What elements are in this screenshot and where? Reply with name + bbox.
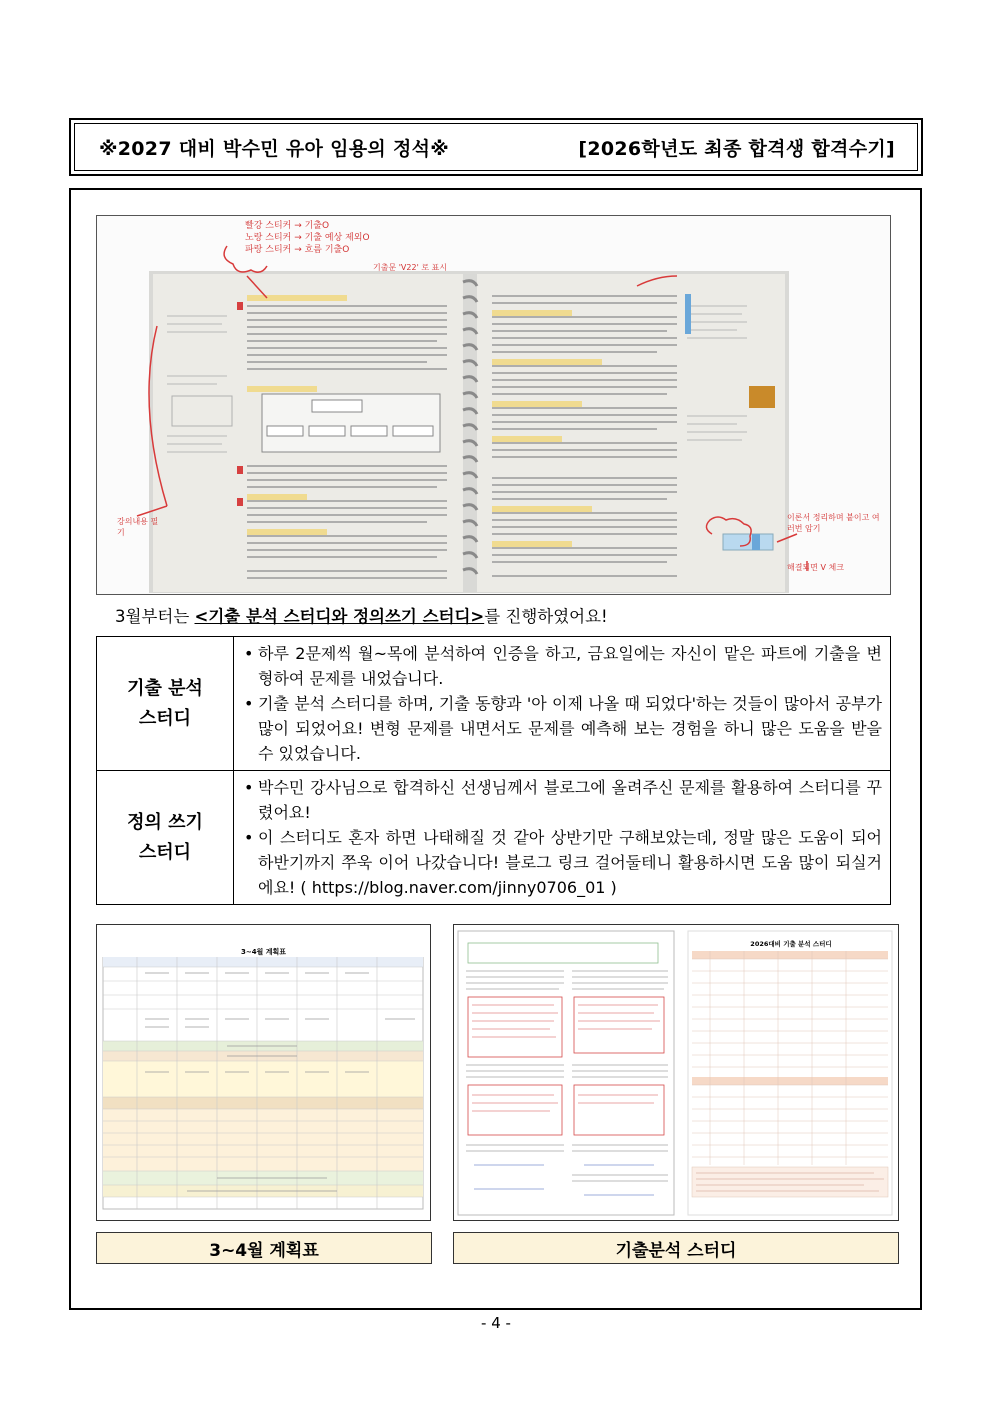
page-number: - 4 -	[481, 1314, 511, 1332]
bullet-item: • 하루 2문제씩 월~목에 분석하여 인증을 하고, 금요일에는 자신이 맡은 파트에 기출을 변형하여 문제를 내었습니다.	[244, 644, 882, 688]
past-exam-study-thumbnail	[453, 924, 899, 1221]
lecture-note-label: 강의내용 필기	[117, 517, 159, 537]
plan-thumbnail-title: 3~4월 계획표	[240, 948, 287, 956]
study-label-line1: 정의 쓰기	[127, 811, 203, 833]
study-caption: 기출분석 스터디	[453, 1232, 899, 1264]
header-title: ※2027 대비 박수민 유아 임용의 정석※	[99, 137, 450, 160]
intro-prefix: 3월부터는	[115, 607, 195, 626]
study-label	[97, 637, 234, 771]
bullet-item: • 기출 분석 스터디를 하며, 기출 동향과 '아 이제 나올 때 되었다'하는 것들이 많아서 공부가 많이 되었어요! 변형 문제를 내면서도 문제를 예측해 보는 경험을 하니 많은 도움을 받을 수 있었습니다.	[244, 694, 882, 763]
study-worksheet-illustration	[454, 925, 898, 1220]
plan-table-illustration	[97, 957, 430, 1217]
sticky-memo-note: 이론서 정리하며 붙이고 여러번 암기	[787, 513, 880, 533]
study-label-line2: 스터디	[138, 707, 192, 729]
check-note: 해결되면 V 체크	[787, 563, 844, 572]
study-row-definition	[97, 771, 891, 905]
intro-highlight: <기출 분석 스터디와 정의쓰기 스터디>	[194, 607, 485, 626]
document-header	[69, 118, 923, 176]
study-label	[97, 771, 234, 905]
sticker-legend-note: 빨강 스티커 → 기출O 노랑 스티커 → 기출 예상 제외O 파랑 스티커 → 흐름 기출O	[245, 221, 370, 255]
study-label-line1: 기출 분석	[127, 677, 203, 699]
study-table	[96, 636, 891, 905]
study-description	[234, 771, 891, 905]
past-exam-mark-note: 기출문 'V22' 로 표시	[373, 263, 448, 272]
plan-caption: 3~4월 계획표	[96, 1232, 432, 1264]
bullet-item: • 이 스터디도 혼자 하면 나태해질 것 같아 상반기만 구해보았는데, 정말 많은 도움이 되어 하반기까지 쭈욱 이어 나갔습니다! 블로그 링크 걸어둘테니 활용하시면 도움 많이 되실거에요! ( https://blog.naver.com/jinny0706_01 )	[244, 828, 882, 897]
intro-sentence	[115, 603, 608, 627]
bullet-item: • 박수민 강사님으로 합격하신 선생님께서 블로그에 올려주신 문제를 활용하여 스터디를 꾸렸어요!	[244, 778, 882, 822]
textbook-photo	[96, 215, 891, 595]
study-label-line2: 스터디	[138, 841, 192, 863]
header-subtitle: [2026학년도 최종 합격생 합격수기]	[578, 137, 895, 160]
study-row-past-exam	[97, 637, 891, 771]
intro-suffix: 를 진행하였어요!	[484, 607, 608, 626]
study-description	[234, 637, 891, 771]
textbook-photo-illustration	[97, 216, 891, 595]
plan-table-thumbnail	[96, 924, 431, 1221]
study-thumbnail-title: 2026대비 기출 분석 스터디	[750, 940, 832, 948]
